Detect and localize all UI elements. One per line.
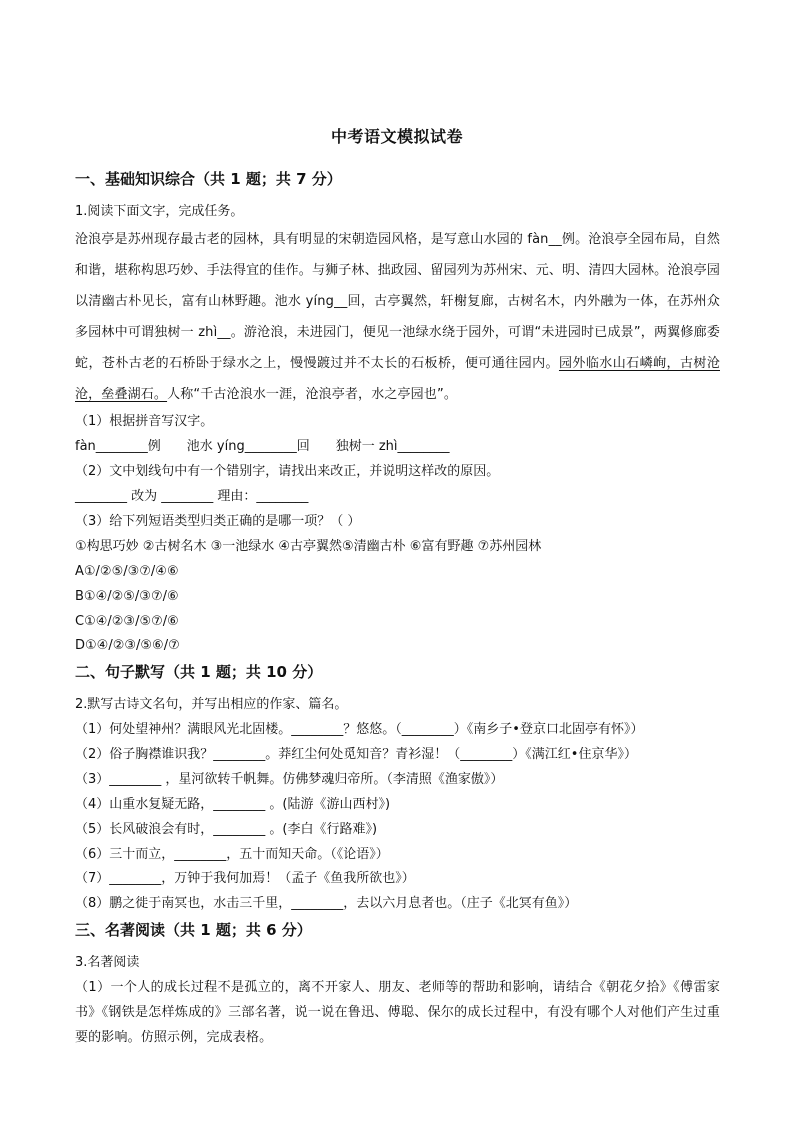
recitation-item: （8）鹏之徙于南冥也，水击三千里，________，去以六月息者也。（庄子《北冥有鱼》） [75,896,578,911]
recitation-item: （7）________，万钟于我何加焉！（孟子《鱼我所欲也》） [75,871,415,886]
recitation-item: （6）三十而立，________，五十而知天命。（《论语》） [75,847,389,862]
recitation-item: （4）山重水复疑无路，________ 。(陆游《游山西村》) [75,797,391,812]
option-d: D①④/②③/⑤⑥/⑦ [75,638,180,653]
question-3-intro: 3.名著阅读 [75,955,140,970]
recitation-item: （2）俗子胸襟谁识我？________。莽红尘何处觅知音？青衫湿！（________）《满江红•住京华》） [75,747,637,762]
passage-main: 沧浪亭是苏州现存最古老的园林，具有明显的宋朝造园风格，是写意山水园的 fàn__例。沧浪亭全园布局，自然和谐，堪称构思巧妙、手法得宜的佳作。与狮子林、拙政园、留园列为苏州宋、元、明、清四大园林。沧浪亭园以清幽古朴见长，富有山林野趣。池水 yíng__回，古亭翼然，轩榭复廊，古树名木，内外融为一体，在苏州众多园林中可谓独树一 zhì__。游沧浪，未进园门，便见一池绿水绕于园外，可谓“未进园时已成景”，两翼修廊委蛇，苍朴古老的石桥卧于绿水之上，慢慢踱过并不太长的石板桥，便可通往园内。 [75,232,720,371]
sub-question-2: （2）文中划线句中有一个错别字，请找出来改正，并说明这样改的原因。 [75,464,500,479]
passage-tail: 人称“千古沧浪水一涯，沧浪亭者，水之亭园也”。 [167,387,457,402]
passage-underlined-sentence: 园外临水山石嶙峋，古树沧沧，垒叠湖石。 [75,356,720,402]
reading-passage [75,224,720,410]
section-heading-2: 二、句子默写（共 1 题；共 10 分） [75,663,323,681]
question-2-intro: 2.默写古诗文名句，并写出相应的作家、篇名。 [75,697,348,712]
section-heading-3: 三、名著阅读（共 1 题；共 6 分） [75,921,312,939]
option-c: C①④/②③/⑤⑦/⑥ [75,614,179,629]
page-title: 中考语文模拟试卷 [330,127,463,146]
sub-question-1-blanks: fàn________例 池水 yíng________回 独树一 zhì________ [75,439,450,454]
option-a: A①/②⑤/③⑦/④⑥ [75,564,179,579]
sub-question-3-phrases: ①构思巧妙 ②古树名木 ③一池绿水 ④古亭翼然⑤清幽古朴 ⑥富有野趣 ⑦苏州园林 [75,539,542,554]
recitation-item: （3）________ ，星河欲转千帆舞。仿佛梦魂归帝所。（李清照《渔家傲》） [75,772,504,787]
section-heading-1: 一、基础知识综合（共 1 题；共 7 分） [75,170,342,188]
sub-question-2-blanks: ________ 改为 ________ 理由：________ [75,489,309,504]
recitation-item: （1）何处望神州？满眼风光北固楼。________？悠悠。（________）《南乡子•登京口北固亭有怀》） [75,722,644,737]
sub-question-1: （1）根据拼音写汉字。 [75,414,214,429]
question-1-intro: 1.阅读下面文字，完成任务。 [75,204,244,219]
option-b: B①④/②⑤/③⑦/⑥ [75,589,179,604]
question-3-text: （1）一个人的成长过程不是孤立的，离不开家人、朋友、老师等的帮助和影响，请结合《朝花夕拾》《傅雷家书》《钢铁是怎样炼成的》三部名著，说一说在鲁迅、傅聪、保尔的成长过程中，有没有哪个人对他们产生过重要的影响。仿照示例，完成表格。 [75,980,720,1045]
recitation-item: （5）长风破浪会有时，________ 。(李白《行路难》) [75,822,378,837]
sub-question-3: （3）给下列短语类型归类正确的是哪一项？（ ） [75,514,361,529]
